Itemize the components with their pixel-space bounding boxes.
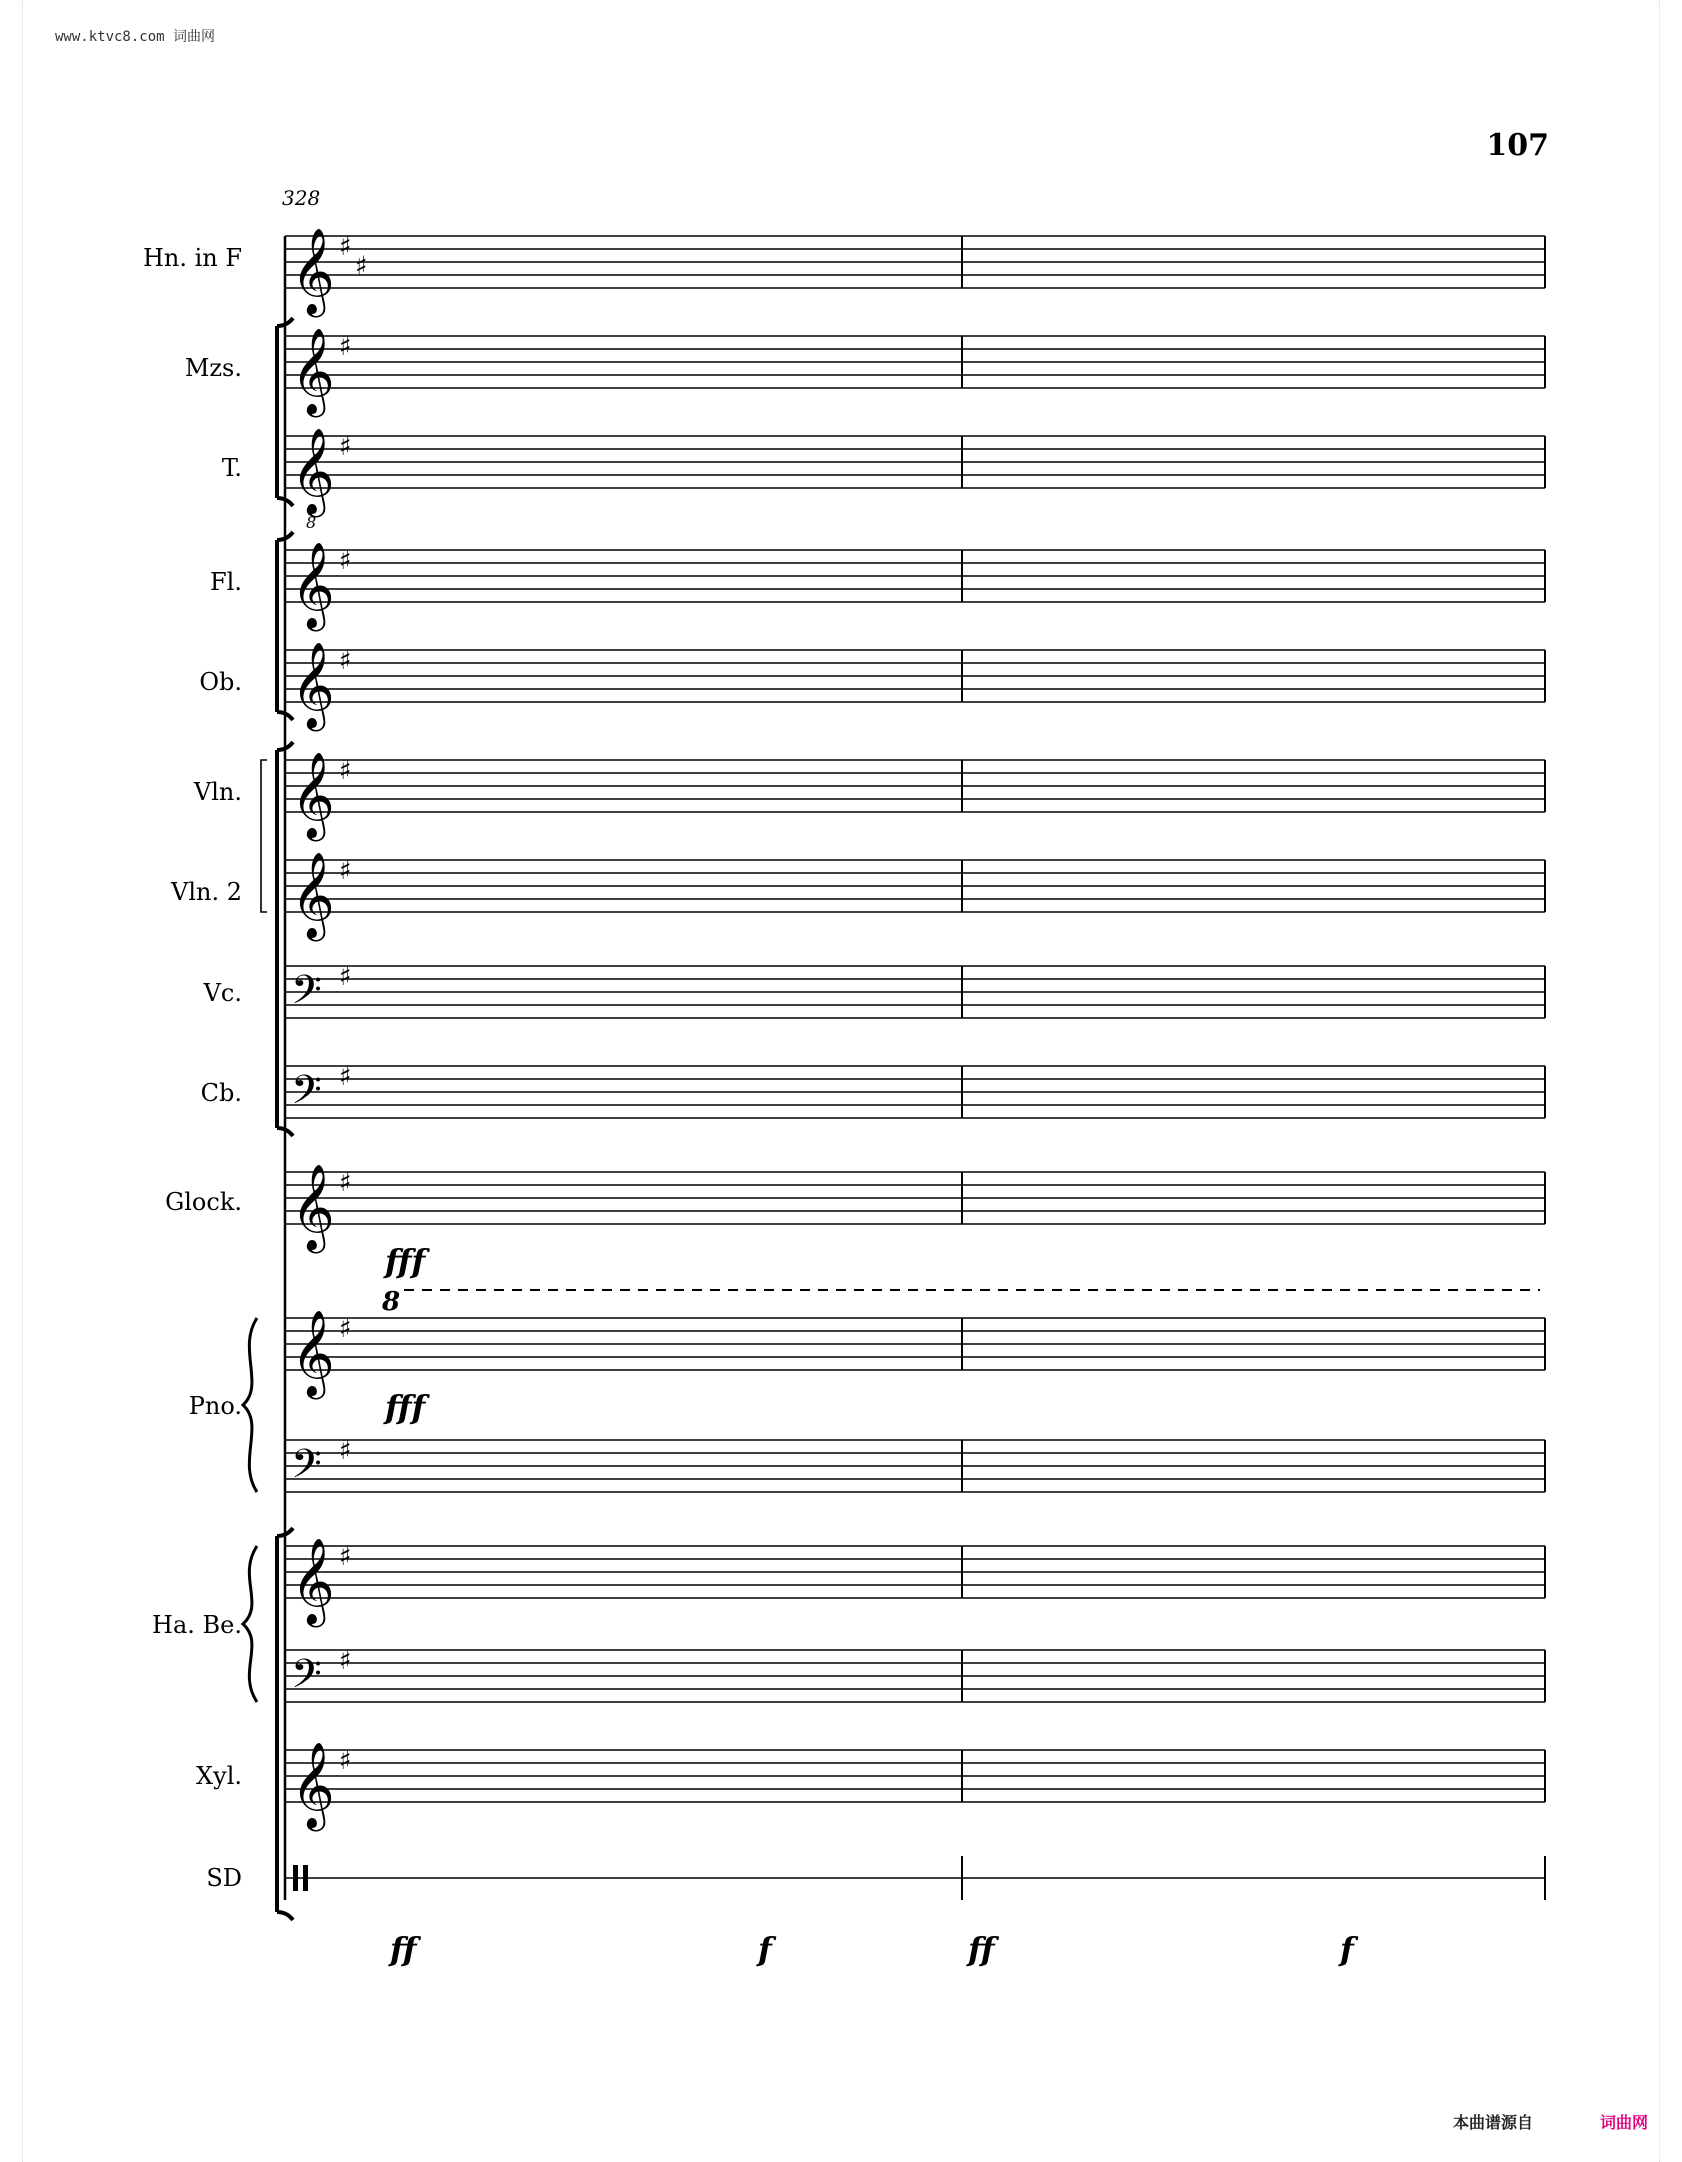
bass-clef: 𝄢 — [291, 967, 322, 1023]
key-sharp: ♯ — [339, 546, 352, 576]
dynamic-sd-f-1: f — [758, 1930, 772, 1968]
label-piano: Pno. — [188, 1392, 242, 1420]
key-sharp: ♯ — [339, 1314, 352, 1344]
treble-clef: 𝄞 — [291, 642, 335, 728]
treble-clef: 𝄞 — [291, 1538, 335, 1624]
label-violin-2: Vln. 2 — [171, 878, 242, 906]
footer-brand: 词曲网 — [1600, 2113, 1649, 2132]
grand-staff-brace — [243, 1546, 257, 1702]
treble-clef: 𝄞 — [291, 428, 335, 514]
site-header: www.ktvc8.com 词曲网 — [55, 29, 216, 45]
tenor-clef-octave: 8 — [306, 513, 317, 532]
key-sharp: ♯ — [339, 856, 352, 886]
label-contrabass: Cb. — [200, 1079, 242, 1107]
label-tenor: T. — [221, 454, 242, 482]
label-cello: Vc. — [203, 979, 242, 1007]
key-sharp: ♯ — [339, 1542, 352, 1572]
label-violin: Vln. — [193, 778, 242, 806]
bass-clef: 𝄢 — [291, 1441, 322, 1497]
percussion-clef — [303, 1865, 308, 1891]
treble-clef: 𝄞 — [291, 1310, 335, 1396]
label-xylophone: Xyl. — [196, 1762, 242, 1790]
treble-clef: 𝄞 — [291, 752, 335, 838]
treble-clef: 𝄞 — [291, 852, 335, 938]
key-sharp: ♯ — [339, 1436, 352, 1466]
key-sharp: ♯ — [339, 1746, 352, 1776]
bass-clef: 𝄢 — [291, 1651, 322, 1707]
key-sharp: ♯ — [355, 251, 368, 282]
dynamic-piano-fff: fff — [385, 1388, 426, 1426]
instrument-labels — [143, 244, 242, 1892]
label-horn: Hn. in F — [142, 244, 242, 272]
footer-source-text: 本曲谱源自 — [1453, 2113, 1534, 2132]
dynamic-sd-f-2: f — [1340, 1930, 1354, 1968]
ottava-mark: 8 — [382, 1287, 401, 1317]
treble-clef: 𝄞 — [291, 228, 335, 314]
dynamic-sd-ff-1: ff — [390, 1930, 417, 1968]
violin-sub-bracket — [261, 760, 267, 912]
label-snare-drum: SD — [206, 1864, 242, 1892]
page-number: 107 — [1486, 128, 1549, 163]
dynamic-glock-fff: fff — [385, 1242, 426, 1280]
staves — [243, 228, 1545, 1920]
key-sharp: ♯ — [339, 332, 352, 362]
treble-clef: 𝄞 — [291, 328, 335, 414]
key-sharp: ♯ — [339, 1168, 352, 1198]
measure-number: 328 — [282, 186, 321, 210]
dynamic-sd-ff-2: ff — [968, 1930, 995, 1968]
key-sharp: ♯ — [339, 646, 352, 676]
label-oboe: Ob. — [199, 668, 242, 696]
label-flute: Fl. — [210, 568, 242, 596]
label-mezzo: Mzs. — [184, 354, 242, 382]
treble-clef: 𝄞 — [291, 1742, 335, 1828]
percussion-clef — [293, 1865, 298, 1891]
treble-clef: 𝄞 — [291, 1164, 335, 1250]
bass-clef: 𝄢 — [291, 1067, 322, 1123]
treble-clef: 𝄞 — [291, 542, 335, 628]
key-sharp: ♯ — [339, 1646, 352, 1676]
key-sharp: ♯ — [339, 756, 352, 786]
key-sharp: ♯ — [339, 232, 352, 262]
label-harp-bells: Ha. Be. — [152, 1611, 242, 1639]
key-sharp: ♯ — [339, 432, 352, 462]
label-glockenspiel: Glock. — [165, 1188, 242, 1216]
key-sharp: ♯ — [339, 962, 352, 992]
grand-staff-brace — [243, 1318, 257, 1492]
key-sharp: ♯ — [339, 1062, 352, 1092]
